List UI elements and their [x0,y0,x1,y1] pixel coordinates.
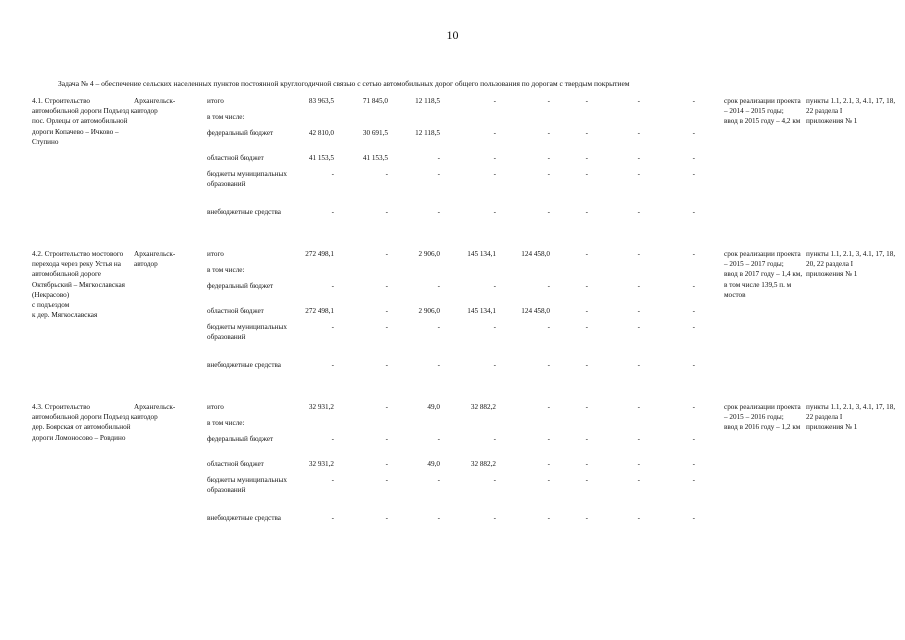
funding-value: 32 931,2 [308,403,334,411]
funding-value: 272 498,1 [305,307,334,315]
funding-value: - [493,282,496,290]
funding-value: 42 810,0 [308,129,334,137]
funding-source-label: федеральный бюджет [207,435,274,443]
funding-source-label: итого [207,403,224,411]
project-executor: Архангельск- автодор [134,250,176,269]
funding-source-label: итого [207,250,224,258]
funding-value: - [637,282,640,290]
funding-value: - [692,307,695,315]
funding-value: - [585,97,588,105]
funding-value: - [493,435,496,443]
funding-value: - [585,323,588,331]
funding-value: - [637,129,640,137]
funding-value: - [547,361,550,369]
project-references: пункты 1.1, 2.1, 3, 4.1, 17, 18, 20, 22 раздела I приложения № 1 [806,250,896,279]
funding-value: - [547,282,550,290]
funding-source-label: областной бюджет [207,460,264,468]
funding-value: - [493,476,496,484]
funding-value: 12 118,5 [415,97,440,105]
funding-value: - [692,476,695,484]
funding-source-label: внебюджетные средства [207,514,281,522]
funding-value: - [692,282,695,290]
funding-value: - [585,129,588,137]
funding-value: - [331,476,334,484]
project-executor: Архангельск- автодор [134,403,176,422]
funding-value: 145 134,1 [467,250,496,258]
funding-value: - [547,97,550,105]
funding-value: - [385,282,388,290]
project-term: срок реализации проекта – 2014 – 2015 годы; ввод в 2015 году – 4,2 км [724,97,801,126]
funding-value: - [637,514,640,522]
project-references: пункты 1.1, 2.1, 3, 4.1, 17, 18, 22 раздела I приложения № 1 [806,403,896,432]
page-number: 10 [446,28,459,42]
funding-value: - [331,361,334,369]
funding-value: - [385,208,388,216]
funding-value: - [547,476,550,484]
funding-value: - [637,307,640,315]
project-term: срок реализации проекта – 2015 – 2016 годы; ввод в 2016 году – 1,2 км [724,403,801,432]
funding-value: - [385,435,388,443]
funding-value: - [547,403,550,411]
funding-value: - [331,282,334,290]
funding-value: - [585,282,588,290]
project-name: 4.2. Строительство мостового перехода через реку Устья на автомобильной дороге Октябрьский – Мягкославская (Некрасово) с подъездом к дер. Мягкославская [32,250,125,320]
funding-value: 32 882,2 [470,403,496,411]
funding-value: - [437,282,440,290]
funding-value: - [547,460,550,468]
funding-value: 272 498,1 [305,250,334,258]
project-references: пункты 1.1, 2.1, 3, 4.1, 17, 18, 22 раздела I приложения № 1 [806,97,896,126]
funding-source-label: областной бюджет [207,154,264,162]
funding-value: - [547,154,550,162]
funding-value: 41 153,5 [308,154,334,162]
funding-value: - [692,460,695,468]
funding-value: 41 153,5 [362,154,388,162]
funding-value: - [585,361,588,369]
funding-value: - [585,208,588,216]
funding-value: - [493,97,496,105]
funding-value: - [585,476,588,484]
funding-value: - [637,403,640,411]
funding-value: - [637,476,640,484]
funding-source-label: бюджеты муниципальных образований [207,170,287,189]
funding-value: 12 118,5 [415,129,440,137]
funding-source-label: в том числе: [207,113,245,121]
funding-value: 71 845,0 [362,97,388,105]
funding-value: - [437,361,440,369]
funding-value: - [692,129,695,137]
funding-value: 124 458,0 [521,307,550,315]
project-name: 4.3. Строительство автомобильной дороги Подъезд к дер. Боярская от автомобильной дороги Ломоносово – Ровдино [32,403,135,442]
funding-value: - [637,323,640,331]
funding-value: - [385,250,388,258]
funding-value: - [692,323,695,331]
funding-value: - [493,323,496,331]
funding-value: - [692,361,695,369]
funding-value: - [385,307,388,315]
funding-value: - [385,476,388,484]
funding-value: - [493,361,496,369]
funding-value: 83 963,5 [308,97,334,105]
funding-value: - [437,476,440,484]
funding-value: 2 906,0 [418,250,440,258]
funding-value: - [585,514,588,522]
funding-value: - [637,460,640,468]
funding-value: - [692,97,695,105]
funding-source-label: бюджеты муниципальных образований [207,476,287,495]
funding-value: - [692,435,695,443]
funding-source-label: внебюджетные средства [207,208,281,216]
funding-source-label: итого [207,97,224,105]
funding-source-label: федеральный бюджет [207,129,274,137]
funding-value: - [493,208,496,216]
funding-value: - [585,403,588,411]
funding-value: - [493,514,496,522]
funding-source-label: в том числе: [207,419,245,427]
funding-value: - [493,129,496,137]
funding-value: - [437,208,440,216]
project-executor: Архангельск- автодор [134,97,176,116]
funding-value: - [637,250,640,258]
funding-value: - [385,514,388,522]
funding-value: - [692,514,695,522]
funding-value: - [385,361,388,369]
funding-value: - [437,435,440,443]
funding-value: - [437,170,440,178]
funding-value: - [692,170,695,178]
funding-source-label: бюджеты муниципальных образований [207,323,287,342]
funding-value: - [547,170,550,178]
funding-value: - [637,435,640,443]
funding-value: - [585,250,588,258]
funding-value: - [493,170,496,178]
funding-value: - [637,97,640,105]
funding-value: - [547,208,550,216]
funding-value: - [385,460,388,468]
funding-value: - [585,154,588,162]
funding-value: - [385,403,388,411]
funding-value: - [331,435,334,443]
funding-value: 124 458,0 [521,250,550,258]
funding-value: - [585,170,588,178]
funding-value: - [692,154,695,162]
funding-value: - [331,170,334,178]
funding-source-label: внебюджетные средства [207,361,281,369]
funding-value: 32 882,2 [470,460,496,468]
funding-value: - [692,250,695,258]
funding-value: - [493,154,496,162]
funding-value: - [547,435,550,443]
funding-value: - [331,208,334,216]
funding-value: - [547,129,550,137]
funding-source-label: в том числе: [207,266,245,274]
funding-value: - [585,460,588,468]
funding-value: - [637,361,640,369]
funding-source-label: федеральный бюджет [207,282,274,290]
funding-value: - [637,170,640,178]
funding-value: 30 691,5 [362,129,388,137]
task-title: Задача № 4 – обеспечение сельских населенных пунктов постоянной круглогодичной связью с сетью автомобильных дорог общего пользования по дорогам с твердым покрытием [58,79,630,88]
funding-value: - [585,307,588,315]
funding-value: - [437,323,440,331]
funding-value: - [585,435,588,443]
funding-value: 49,0 [427,460,440,468]
project-term: срок реализации проекта – 2015 – 2017 годы; ввод в 2017 году – 1,4 км, в том числе 139,5 п. м мостов [724,250,803,299]
project-name: 4.1. Строительство автомобильной дороги Подъезд к пос. Орлецы от автомобильной дороги Копачево – Ичково – Ступино [32,97,135,146]
funding-value: - [331,514,334,522]
funding-value: - [547,514,550,522]
funding-value: 145 134,1 [467,307,496,315]
funding-value: - [331,323,334,331]
funding-value: - [385,323,388,331]
funding-value: 49,0 [427,403,440,411]
funding-value: - [385,170,388,178]
funding-value: - [547,323,550,331]
funding-value: - [437,154,440,162]
funding-value: - [637,208,640,216]
funding-value: 32 931,2 [308,460,334,468]
funding-value: - [692,403,695,411]
funding-value: 2 906,0 [418,307,440,315]
funding-value: - [692,208,695,216]
funding-value: - [437,514,440,522]
funding-value: - [637,154,640,162]
funding-source-label: областной бюджет [207,307,264,315]
